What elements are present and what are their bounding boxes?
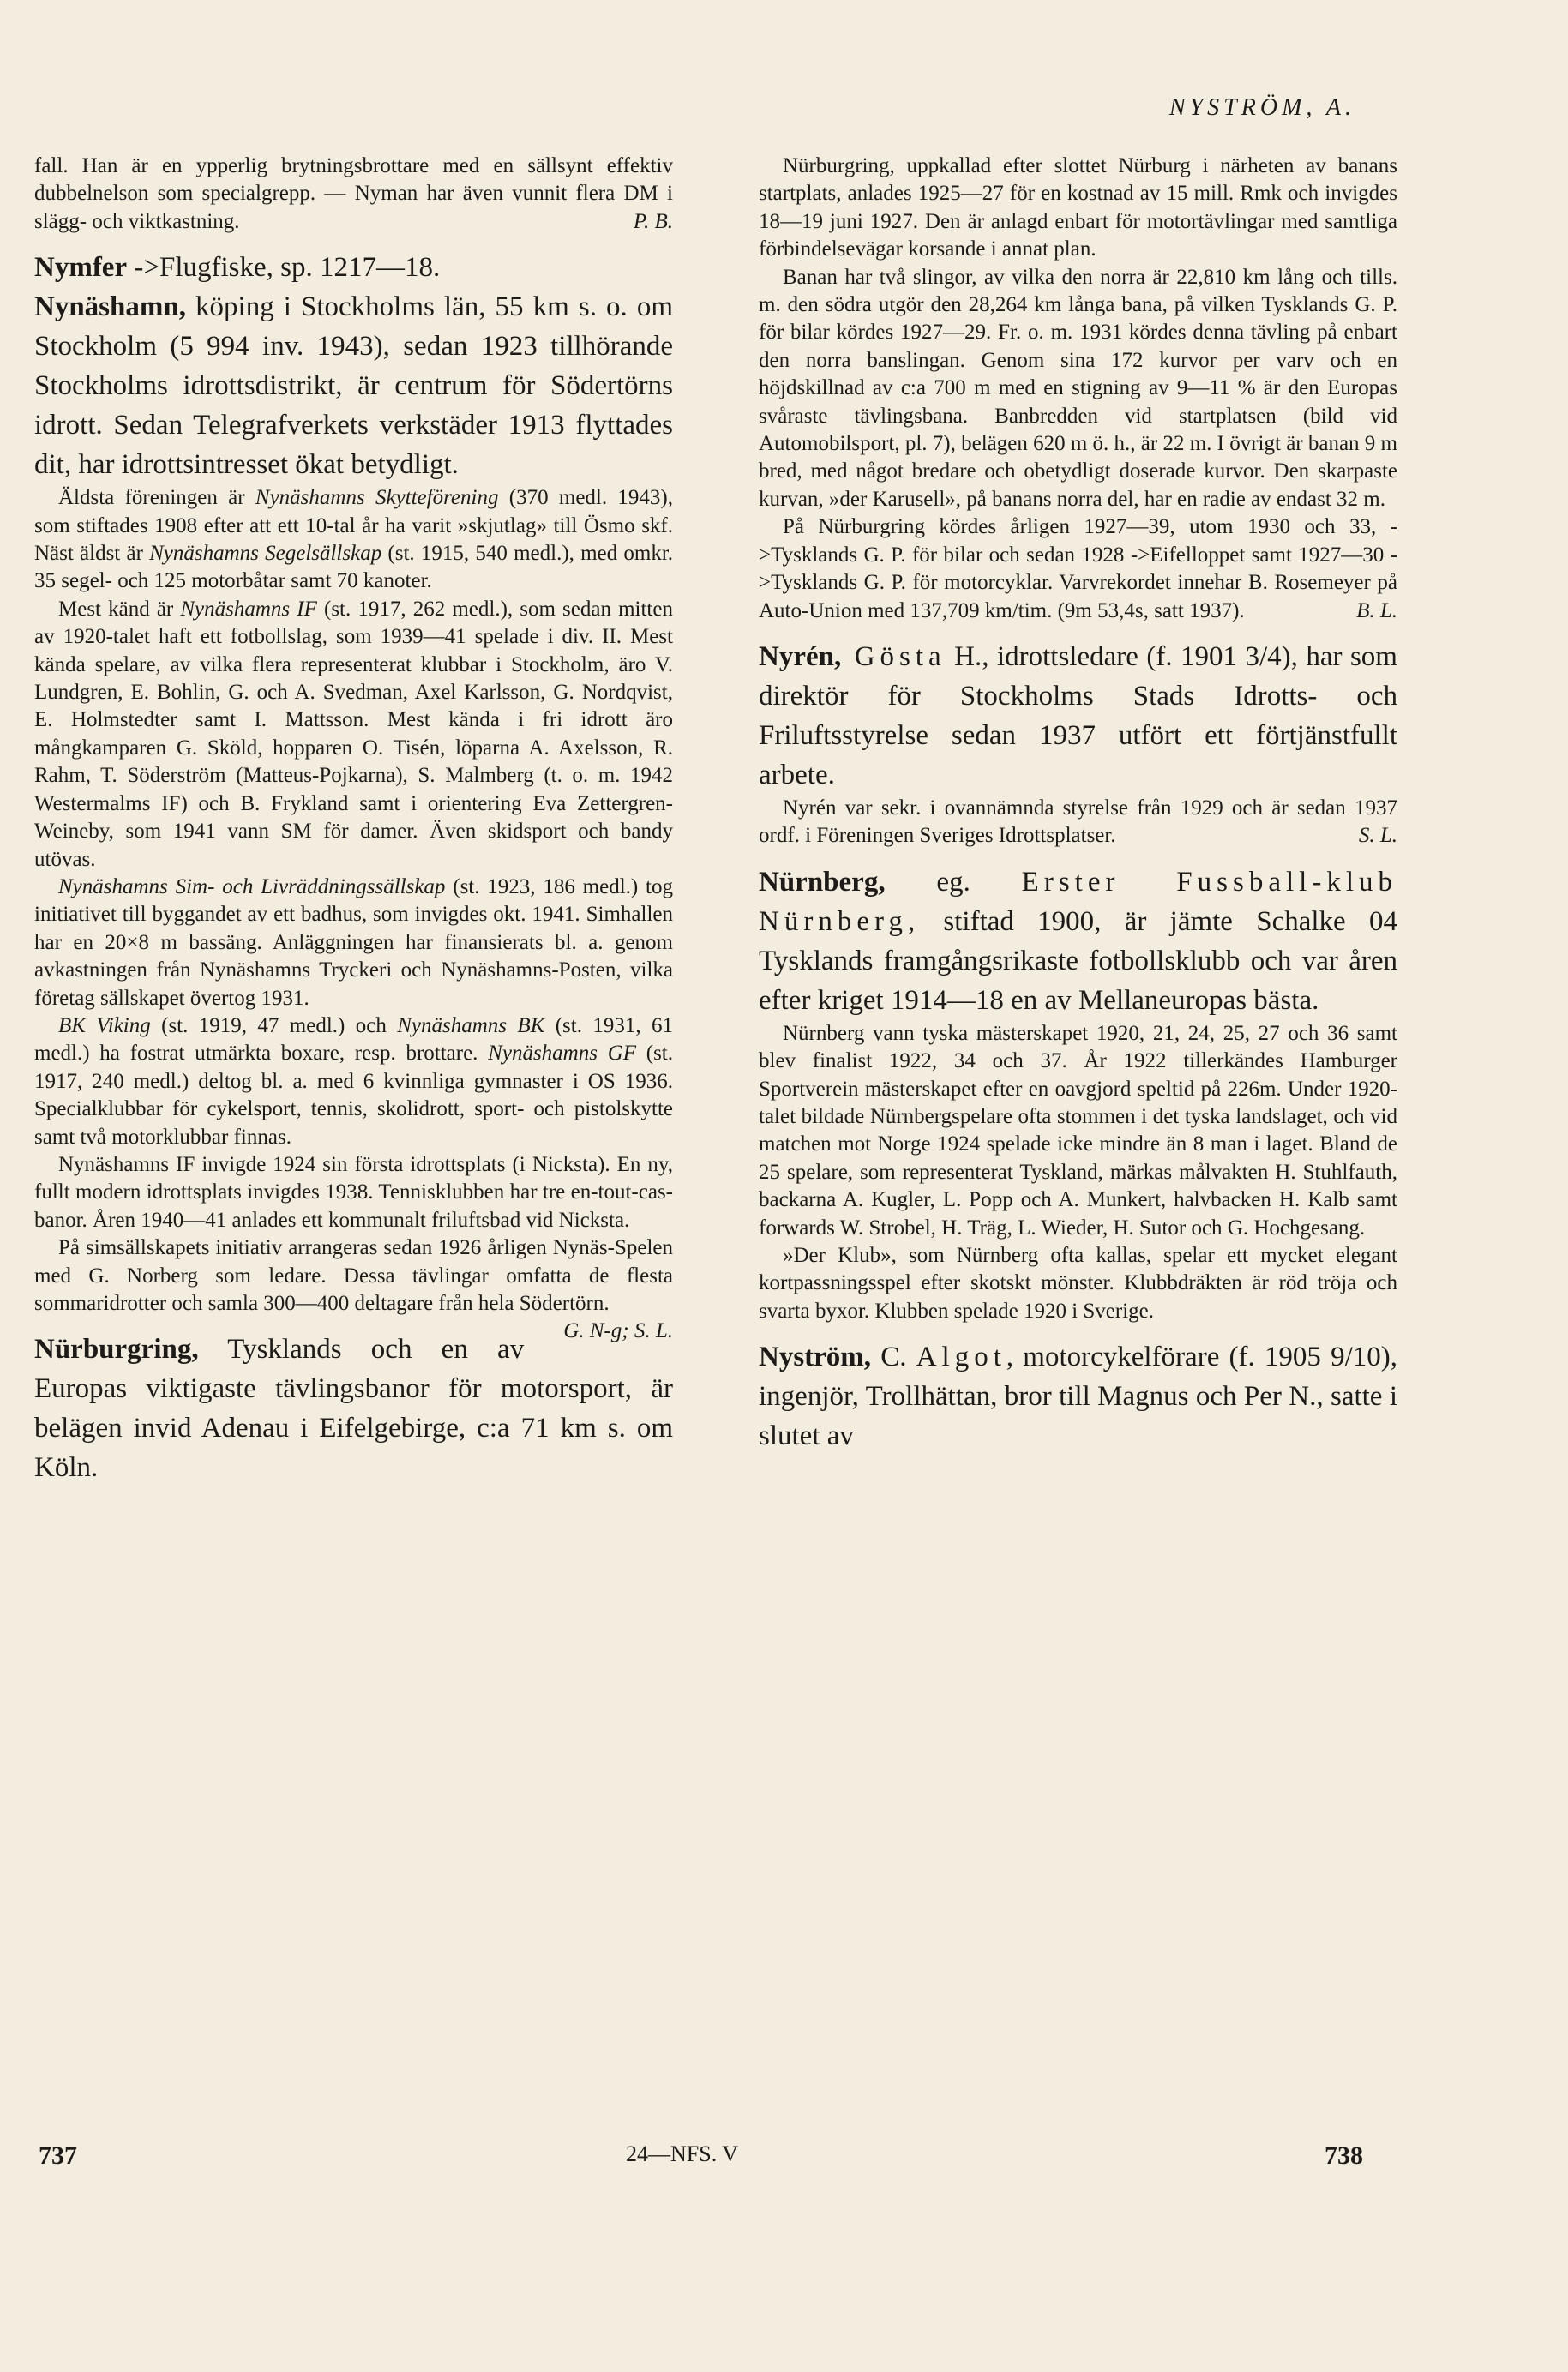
author-signature: P. B. xyxy=(633,209,673,233)
entry-nynashamn: Nynäshamn, köping i Stockholms län, 55 km s. o. om Stockholm (5 994 inv. 1943), sedan 1923 tillhörande Stockholms idrottsdistrikt, är centrum för Södertörns idrott. Sedan Telegrafverkets verkstäder 1913 flyttades dit, har idrottsintresset ökat betydligt. xyxy=(34,291,673,481)
entry-headword: Nyström, xyxy=(759,1342,872,1373)
paragraph-simsallskap: Nynäshamns Sim- och Livräddningssällskap (st. 1923, 186 medl.) tog initiativet till byggandet av ett badhus, som invigdes okt. 1941. Simhallen har en 20×8 m bassäng. Anläggningen har finansierats bl. a. genom avkastningen från Nynäshamns Tryckeri och Nynäshamns-Posten, vilka företag sällskapet övertog 1931. xyxy=(34,874,673,1010)
entry-nystrom: Nyström, C. Algot, motorcykelförare (f. 1905 9/10), ingenjör, Trollhättan, bror till Magnus och Per N., satte i slutet av xyxy=(759,1342,1398,1452)
paragraph-nynas-spelen: På simsällskapets initiativ arrangeras sedan 1926 årligen Nynäs-Spelen med G. Norberg som ledare. Dessa tävlingar omfatta de flesta sommaridrotter och samla 300—400 deltagare från hela Södertörn. G. N-g; S. L. xyxy=(34,1234,673,1318)
printer-signature: 24—NFS. V xyxy=(626,2141,739,2166)
entry-nyren: Nyrén, Gösta H., idrottsledare (f. 1901 3/4), har som direktör för Stockholms Stads Idrotts- och Friluftsstyrelse sedan 1937 utfört ett förtjänstfullt arbete. xyxy=(759,640,1397,790)
paragraph-nyman-end: fall. Han är en ypperlig brytningsbrottare med en sällsynt effektiv dubbelnelson som specialgrepp. — Nyman har även vunnit flera DM i slägg- och viktkastning. P. B. xyxy=(34,153,673,236)
entry-headword: Nürnberg, xyxy=(759,866,886,898)
entry-headword: Nymfer xyxy=(34,252,128,284)
paragraph-nurburgring-history: Nürburgring, uppkallad efter slottet Nürburg i närheten av banans startplats, anlades 1925—27 för en kostnad av 15 mill. Rmk och invigdes 18—19 juni 1927. Den är anlagd enbart för motortävlingar med samtliga förbindelsevägar korsande i annat plan. xyxy=(759,154,1397,261)
paragraph-nurnberg-klub: »Der Klub», som Nürnberg ofta kallas, spelar ett mycket elegant kortpassningsspel efter skotskt mönster. Klubbdräkten är röd tröja och svarta byxor. Klubben spelade 1920 i Sverige. xyxy=(759,1243,1397,1323)
entry-headword: Nynäshamn, xyxy=(34,291,186,323)
author-signature: S. L. xyxy=(1358,824,1397,848)
entry-headword: Nürburgring, xyxy=(34,1334,199,1366)
running-head: NYSTRÖM, A. xyxy=(1168,94,1355,121)
paragraph-nyren: Nyrén var sekr. i ovannämnda styrelse från 1929 och är sedan 1937 ordf. i Föreningen Sveriges Idrottsplatser. S. L. xyxy=(759,795,1397,850)
paragraph-skytteforening: Äldsta föreningen är Nynäshamns Skytteförening (370 medl. 1943), som stiftades 1908 efter att ett 10-tal år ha varit »skjutlag» till Ösmo skf. Näst äldst är Nynäshamns Segelsällskap (st. 1915, 540 medl.), med omkr. 35 segel- och 125 motorbåtar samt 70 kanoter. xyxy=(34,486,674,593)
paragraph-nurnberg-titles: Nürnberg vann tyska mästerskapet 1920, 21, 24, 25, 27 och 36 samt blev finalist 1922, 34 och 37. År 1922 tillerkändes Hamburger Sportverein mästerskapet efter en oavgjord speltid på 226m. Under 1920-talet bildade Nürnbergspelare ofta stommen i det tyska landslaget, och vid matchen mot Norge 1924 spelade icke mindre än 8 man i laget. Bland de 25 spelare, som representerat Tyskland, märkas målvakten H. Stuhlfauth, backarna A. Kugler, L. Popp och A. Munkert, halvbacken H. Kalb samt forwards W. Strobel, H. Träg, L. Wieder, H. Sutor och G. Hochgesang. xyxy=(759,1021,1397,1240)
page-number-left: 737 xyxy=(39,2141,77,2170)
paragraph-nurburgring-races: På Nürburgring kördes årligen 1927—39, utom 1930 och 33, ->Tysklands G. P. för bilar och sedan 1928 ->Eifelloppet samt 1927—30 ->Tysklands G. P. för motorcyklar. Varvrekordet innehar B. Rosemeyer på Auto-Union med 137,709 km/tim. (9m 53,4s, satt 1937). B. L. xyxy=(759,513,1397,625)
author-signature: G. N-g; S. L. xyxy=(563,1319,673,1343)
page-number-right: 738 xyxy=(1325,2141,1363,2170)
left-column xyxy=(34,153,673,1487)
entry-nurburgring: Nürburgring, Tysklands och en av Europas viktigaste tävlingsbanor för motorsport, är belägen invid Adenau i Eifelgebirge, c:a 71 km s. om Köln. xyxy=(34,1334,673,1484)
paragraph-nynashamns-if: Mest känd är Nynäshamns IF (st. 1917, 262 medl.), som sedan mitten av 1920-talet haft ett fotbollslag, som 1939—41 spelade i div. II. Mest kända spelare, av vilka flera representerat klubbar i Stockholm, äro V. Lundgren, E. Bohlin, G. och A. Svedman, Axel Karlsson, G. Nordqvist, E. Holmstedter samt I. Mattsson. Mest kända i fri idrott äro mångkamparen G. Sköld, hopparen O. Tisén, löparna A. Axelsson, R. Rahm, T. Söderström (Matteus-Pojkarna), S. Malmberg (t. o. m. 1942 Westermalms IF) och B. Frykland samt i orientering Eva Zettergren-Weineby, som 1941 vann SM för damer. Även skidsport och bandy utövas. xyxy=(34,597,673,871)
entry-nymfer: Nymfer ->Flugfiske, sp. 1217—18. xyxy=(34,252,441,284)
entry-headword: Nyrén, xyxy=(759,640,842,672)
paragraph-bk-viking: BK Viking (st. 1919, 47 medl.) och Nynäshamns BK (st. 1931, 61 medl.) ha fostrat utmärkta boxare, resp. brottare. Nynäshamns GF (st. 1917, 240 medl.) deltog bl. a. med 6 kvinnliga gymnaster i OS 1936. Specialklubbar för cykelsport, tennis, skolidrott, sport- och pistolskytte samt två motorklubbar finnas. xyxy=(34,1013,673,1149)
paragraph-nurburgring-track: Banan har två slingor, av vilka den norra är 22,810 km lång och tills. m. den södra utgör den 28,264 km långa bana, på vilken Tysklands G. P. för bilar kördes 1927—29. Fr. o. m. 1931 kördes denna tävling på enbart den norra banslingan. Genom sina 172 kurvor per varv och en höjdskillnad av c:a 700 m med en stigning av 9—11 % är den Europas svåraste tävlingsbana. Banbredden vid startplatsen (bild vid Automobilsport, pl. 7), belägen 620 m ö. h., är 22 m. I övrigt är banan 9 m bred, med något bredare och obetydligt doserade kurvor. Den skarpaste kurvan, »der Karusell», på banans norra del, har en radie av endast 32 m. xyxy=(759,265,1398,511)
entry-nurnberg: Nürnberg, eg. Erster Fussball-klub Nürnberg, stiftad 1900, är jämte Schalke 04 Tysklands framgångsrikaste fotbollsklubb och var åren efter kriget 1914—18 en av Mellaneuropas bästa. xyxy=(759,866,1397,1016)
right-column xyxy=(759,153,1397,1456)
paragraph-idrottsplats: Nynäshamns IF invigde 1924 sin första idrottsplats (i Nicksta). En ny, fullt modern idrottsplats invigdes 1938. Tennisklubben har tre en-tout-cas-banor. Åren 1940—41 anlades ett kommunalt friluftsbad vid Nicksta. xyxy=(34,1152,673,1232)
author-signature: B. L. xyxy=(1356,598,1397,622)
